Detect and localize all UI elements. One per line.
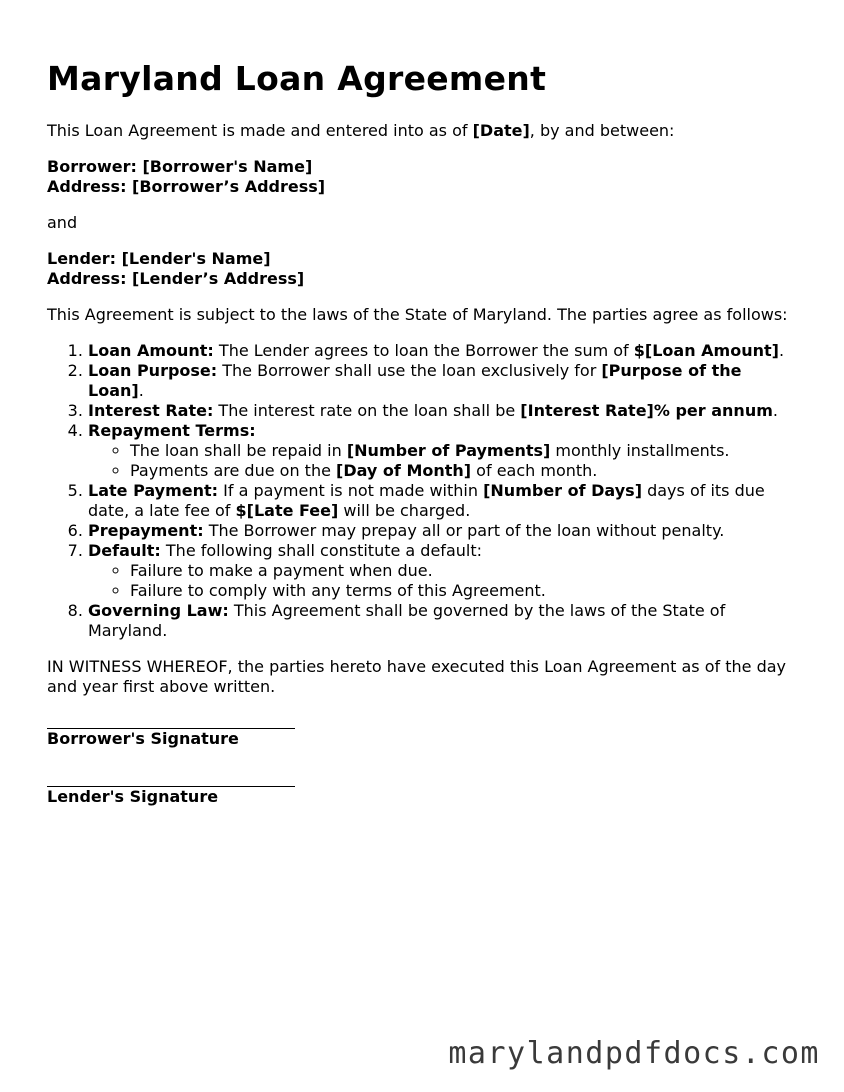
term-heading: Governing Law: [88,601,229,620]
term-heading: Prepayment: [88,521,204,540]
term-text: The Borrower shall use the loan exclusively for [217,361,602,380]
lender-signature-block [47,776,797,807]
borrower-address-line: Address: [Borrower’s Address] [47,177,326,196]
term-value: [Interest Rate]% per annum [520,401,773,420]
term-late-payment [88,481,797,521]
item-value: [Day of Month] [336,461,472,480]
lender-name-line: Lender: [Lender's Name] [47,249,271,268]
term-default [88,541,797,601]
borrower-name-line: Borrower: [Borrower's Name] [47,157,313,176]
term-heading: Interest Rate: [88,401,214,420]
term-text: The Lender agrees to loan the Borrower the sum of [213,341,634,360]
term-heading: Loan Purpose: [88,361,218,380]
subject-paragraph: This Agreement is subject to the laws of the State of Maryland. The parties agree as follows: [47,305,788,324]
page-title: Maryland Loan Agreement [47,59,547,98]
term-heading: Default: [88,541,161,560]
intro-text-after: , by and between: [529,121,675,140]
list-item [130,461,797,481]
lender-address-line: Address: [Lender’s Address] [47,269,305,288]
term-loan-amount [88,341,797,361]
item-value: [Number of Payments] [346,441,551,460]
site-watermark: marylandpdfdocs.com [448,1036,820,1071]
borrower-block [47,157,797,197]
document-page [47,58,797,807]
item-text: monthly installments. [550,441,730,460]
term-prepayment [88,521,797,541]
term-text: The interest rate on the loan shall be [213,401,521,420]
lender-signature-label: Lender's Signature [47,787,219,806]
item-text: Payments are due on the [130,461,337,480]
term-governing-law [88,601,797,641]
term-text: The following shall constitute a default: [160,541,482,560]
term-heading: Loan Amount: [88,341,214,360]
default-sublist [88,561,797,601]
term-text: If a payment is not made within [218,481,484,500]
term-heading: Repayment Terms: [88,421,256,440]
terms-list [47,341,797,641]
item-text: The loan shall be repaid in [130,441,347,460]
and-text: and [47,213,78,232]
term-repayment [88,421,797,481]
term-loan-purpose [88,361,797,401]
term-heading: Late Payment: [88,481,219,500]
witness-paragraph: IN WITNESS WHEREOF, the parties hereto have executed this Loan Agreement as of the day and year first above written. [47,657,786,696]
term-end: . [138,381,144,400]
lender-block [47,249,797,289]
repayment-sublist [88,441,797,481]
borrower-signature-line[interactable] [47,718,295,729]
term-text: This Agreement shall be governed by the laws of the State of Maryland. [88,601,726,640]
term-value: $[Late Fee] [235,501,339,520]
intro-text-before: This Loan Agreement is made and entered into as of [47,121,473,140]
term-interest-rate [88,401,797,421]
term-value: [Purpose of the Loan] [88,361,742,400]
intro-date: [Date] [472,121,530,140]
term-value: $[Loan Amount] [633,341,779,360]
term-value: [Number of Days] [483,481,642,500]
term-end: . [772,401,778,420]
borrower-signature-label: Borrower's Signature [47,729,239,748]
list-item: ◦ Failure to comply with any terms of this Agreement. [130,581,797,601]
term-text: will be charged. [338,501,471,520]
list-item: ◦ Failure to make a payment when due. [130,561,797,581]
term-text: The Borrower may prepay all or part of the loan without penalty. [203,521,725,540]
term-text: days of its due date, a late fee of [88,481,765,520]
intro-paragraph [47,121,797,141]
borrower-signature-block [47,718,797,749]
lender-signature-line[interactable] [47,776,295,787]
list-item [130,441,797,461]
item-text: of each month. [471,461,598,480]
term-end: . [778,341,785,360]
